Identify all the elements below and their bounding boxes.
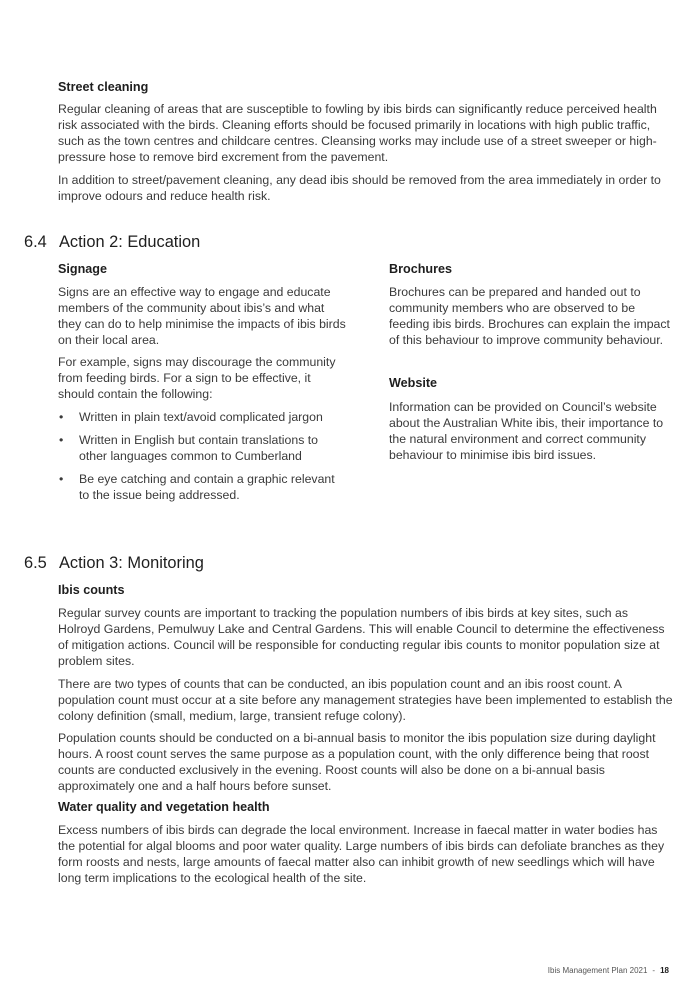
street-cleaning-paragraph-2: In addition to street/pavement cleaning, any dead ibis should be removed from the area immediately in order to improve odours and reduce health risk. bbox=[58, 173, 661, 203]
bullet-icon: • bbox=[59, 433, 64, 447]
water-quality-heading: Water quality and vegetation health bbox=[58, 800, 270, 814]
website-heading: Website bbox=[389, 376, 438, 390]
website-paragraph: Information can be provided on Council’s website about the Australian White ibis, their importance to the natural environment and correct community behaviour to minimise ibis bird issues. bbox=[389, 400, 664, 462]
brochures-heading: Brochures bbox=[389, 262, 452, 276]
street-cleaning-paragraph-1: Regular cleaning of areas that are susceptible to fowling by ibis birds can significantly reduce perceived health risk associated with the birds. Cleaning efforts should be focused primarily in locations with high public traffic, such as the town centres and childcare centres. Cleansing works may include use of a street sweeper or high-pressure hose to remove bird excrement from the pavement. bbox=[58, 102, 657, 164]
bullet-text: Written in English but contain translations to other languages common to Cumberland bbox=[79, 433, 319, 463]
signage-paragraph-2: For example, signs may discourage the community from feeding birds. For a sign to be effective, it should contain the following: bbox=[58, 355, 336, 401]
ibis-counts-paragraph-3: Population counts should be conducted on a bi-annual basis to monitor the ibis population size during daylight hours. A roost count serves the same purpose as a population count, with the only difference being that roost counts are conducted exclusively in the evening. Roost counts will also be done on a bi-annual basis approximately one and a half hours before sunset. bbox=[58, 731, 656, 793]
list-item bbox=[58, 409, 348, 425]
page-number: 18 bbox=[660, 966, 669, 975]
brochures-paragraph: Brochures can be prepared and handed out to community members who are observed to be feeding ibis birds. Brochures can explain the impact of this behaviour to improve community behaviour. bbox=[389, 285, 670, 347]
list-item bbox=[58, 432, 348, 464]
bullet-icon: • bbox=[59, 472, 64, 486]
list-item bbox=[58, 471, 348, 503]
section-title: Action 3: Monitoring bbox=[59, 554, 204, 572]
section-number: 6.5 bbox=[24, 554, 47, 572]
ibis-counts-paragraph-1: Regular survey counts are important to tracking the population numbers of ibis birds at key sites, such as Holroyd Gardens, Pemulwuy Lake and Central Gardens. This will enable Council to determine the effectiveness of mitigation actions. Council will be responsible for conducting regular ibis counts to monitor population size at problem sites. bbox=[58, 606, 665, 668]
ibis-counts-paragraph-2: There are two types of counts that can be conducted, an ibis population count and an ibis roost count. A population count must occur at a site before any management strategies have been implemented to establish the colony definition (small, medium, large, transient refuge colony). bbox=[58, 677, 673, 723]
signage-heading: Signage bbox=[58, 262, 107, 276]
water-quality-paragraph: Excess numbers of ibis birds can degrade the local environment. Increase in faecal matter in water bodies has the potential for algal blooms and poor water quality. Large numbers of ibis birds can defoliate branches as they form roosts and nests, large amounts of faecal matter also can inhibit growth of new seedlings which will have long term implications to the ecological health of the site. bbox=[58, 823, 665, 885]
bullet-text: Written in plain text/avoid complicated jargon bbox=[79, 410, 323, 424]
bullet-icon: • bbox=[59, 410, 64, 424]
street-cleaning-heading: Street cleaning bbox=[58, 80, 149, 94]
signage-paragraph-1: Signs are an effective way to engage and educate members of the community about ibis’s and what they can do to help minimise the impacts of ibis birds on their local area. bbox=[58, 285, 346, 347]
bullet-text: Be eye catching and contain a graphic relevant to the issue being addressed. bbox=[79, 472, 335, 502]
footer-doc-title: Ibis Management Plan 2021 bbox=[547, 966, 648, 975]
section-6-4-heading bbox=[24, 233, 200, 252]
section-title: Action 2: Education bbox=[59, 233, 201, 251]
footer-separator: - bbox=[652, 966, 656, 975]
section-6-5-heading bbox=[24, 554, 204, 573]
section-number: 6.4 bbox=[24, 233, 47, 251]
page-footer bbox=[548, 966, 669, 975]
signage-bullet-list bbox=[58, 409, 348, 510]
ibis-counts-heading: Ibis counts bbox=[58, 583, 125, 597]
